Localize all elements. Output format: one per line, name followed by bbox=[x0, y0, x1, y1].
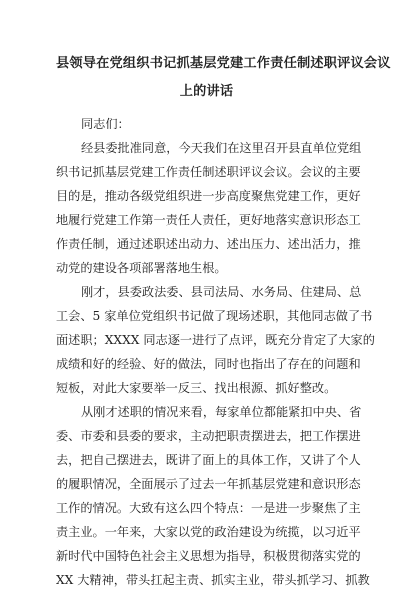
text-line: 动党的建设各项部署落地生根。 bbox=[56, 261, 227, 275]
text-line: 目的是，推动各级党组织进一步高度聚焦党建工作，更好 bbox=[56, 189, 361, 203]
text-line: 工作的情况。大致有这么四个特点：一是进一步聚焦了主 bbox=[56, 501, 361, 515]
text-line: 的履职情况，全面展示了过去一年抓基层党建和意识形态 bbox=[56, 477, 361, 491]
document-title bbox=[56, 50, 391, 106]
text-line: 成绩和好的经验、好的做法，同时也指出了存在的问题和 bbox=[56, 357, 361, 371]
text-line: 地履行党建工作第一责任人责任，更好地落实意识形态工 bbox=[56, 213, 361, 227]
text-line: 织书记抓基层党建工作责任制述职评议会议。会议的主要 bbox=[56, 165, 361, 179]
text-line: 经县委批准同意，今天我们在这里召开县直单位党组 bbox=[81, 141, 362, 155]
text-line: 从刚才述职的情况来看，每家单位都能紧扣中央、省 bbox=[81, 405, 362, 419]
text-line: 新时代中国特色社会主义思想为指导，积极贯彻落实党的 bbox=[56, 549, 361, 563]
text-line: 责主业。一年来，大家以党的政治建设为统揽，以习近平 bbox=[56, 525, 361, 539]
text-line: 委、市委和县委的要求，主动把职责摆进去，把工作摆进 bbox=[56, 429, 361, 443]
paragraph-3 bbox=[56, 400, 370, 592]
text-line: 面述职；XXXX 同志逐一进行了点评，既充分肯定了大家的 bbox=[56, 333, 375, 347]
text-line: 作责任制，通过述职述出动力、述出压力、述出活力，推 bbox=[56, 237, 361, 251]
salutation: 同志们： bbox=[81, 117, 130, 131]
text-line: 短板，对此大家要举一反三、找出根源、抓好整改。 bbox=[56, 381, 337, 395]
text-line: 去，把自己摆进去，既讲了面上的具体工作，又讲了个人 bbox=[56, 453, 361, 467]
title-line: 县领导在党组织书记抓基层党建工作责任制述职评议会议 bbox=[56, 56, 391, 71]
paragraph-2 bbox=[56, 280, 375, 400]
text-line: 工会、5 家单位党组织书记做了现场述职，其他同志做了书 bbox=[56, 309, 373, 323]
text-line: 刚才，县委政法委、县司法局、水务局、住建局、总 bbox=[81, 285, 362, 299]
title-line: 上的讲话 bbox=[179, 84, 234, 99]
paragraph-1 bbox=[56, 136, 362, 280]
text-line: XX 大精神，带头扛起主责、抓实主业，带头抓学习、抓教 bbox=[56, 573, 370, 587]
